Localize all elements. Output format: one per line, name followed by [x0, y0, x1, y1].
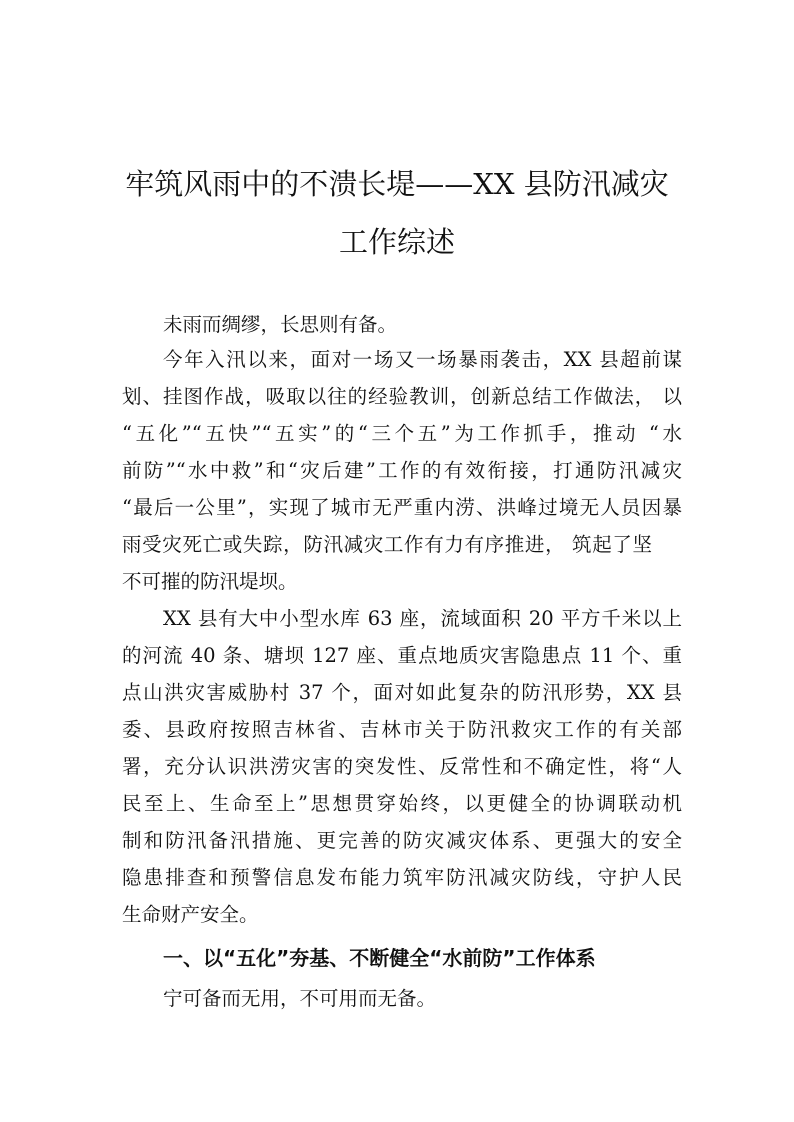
paragraph-line: 宁可备而无用，不可用而无备。 — [163, 987, 437, 1010]
paragraph-line: 划、挂图作战，吸取以往的经验教训，创新总结工作做法， 以 — [122, 385, 682, 408]
paragraph-line: 的河流 40 条、塘坝 127 座、重点地质灾害隐患点 11 个、重 — [122, 644, 682, 667]
paragraph-line: “五化”“五快”“五实”的“三个五”为工作抓手，推动 “水 — [122, 422, 682, 445]
paragraph-line: 民至上、生命至上”思想贯穿始终，以更健全的协调联动机 — [122, 792, 682, 815]
paragraph-line: “最后一公里”，实现了城市无严重内涝、洪峰过境无人员因暴 — [122, 496, 682, 519]
section-heading: 一、以“五化”夯基、不断健全“水前防”工作体系 — [163, 946, 596, 970]
paragraph-line: 隐患排查和预警信息发布能力筑牢防汛减灾防线，守护人民 — [122, 866, 682, 889]
paragraph-line: 署，充分认识洪涝灾害的突发性、反常性和不确定性，将“人 — [122, 755, 682, 778]
paragraph-line: XX 县有大中小型水库 63 座，流域面积 20 平方千米以上 — [163, 607, 682, 630]
document-title-line-1: 牢筑风雨中的不溃长堤——XX 县防汛减灾 — [125, 167, 669, 201]
paragraph-line: 点山洪灾害威胁村 37 个，面对如此复杂的防汛形势，XX 县 — [122, 681, 682, 704]
paragraph-line: 未雨而绸缪，长思则有备。 — [163, 313, 398, 336]
paragraph-line: 今年入汛以来，面对一场又一场暴雨袭击，XX 县超前谋 — [163, 348, 682, 371]
document-title-line-2: 工作综述 — [338, 225, 455, 259]
paragraph-line: 前防”“水中救”和“灾后建”工作的有效衔接，打通防汛减灾 — [122, 459, 682, 482]
paragraph-line: 雨受灾死亡或失踪，防汛减灾工作有力有序推进， 筑起了坚 — [122, 533, 652, 556]
paragraph-line: 委、县政府按照吉林省、吉林市关于防汛救灾工作的有关部 — [122, 718, 682, 741]
paragraph-line: 制和防汛备汛措施、更完善的防灾减灾体系、更强大的安全 — [122, 829, 682, 852]
paragraph-line: 生命财产安全。 — [122, 903, 259, 926]
paragraph-line: 不可摧的防汛堤坝。 — [122, 570, 298, 593]
